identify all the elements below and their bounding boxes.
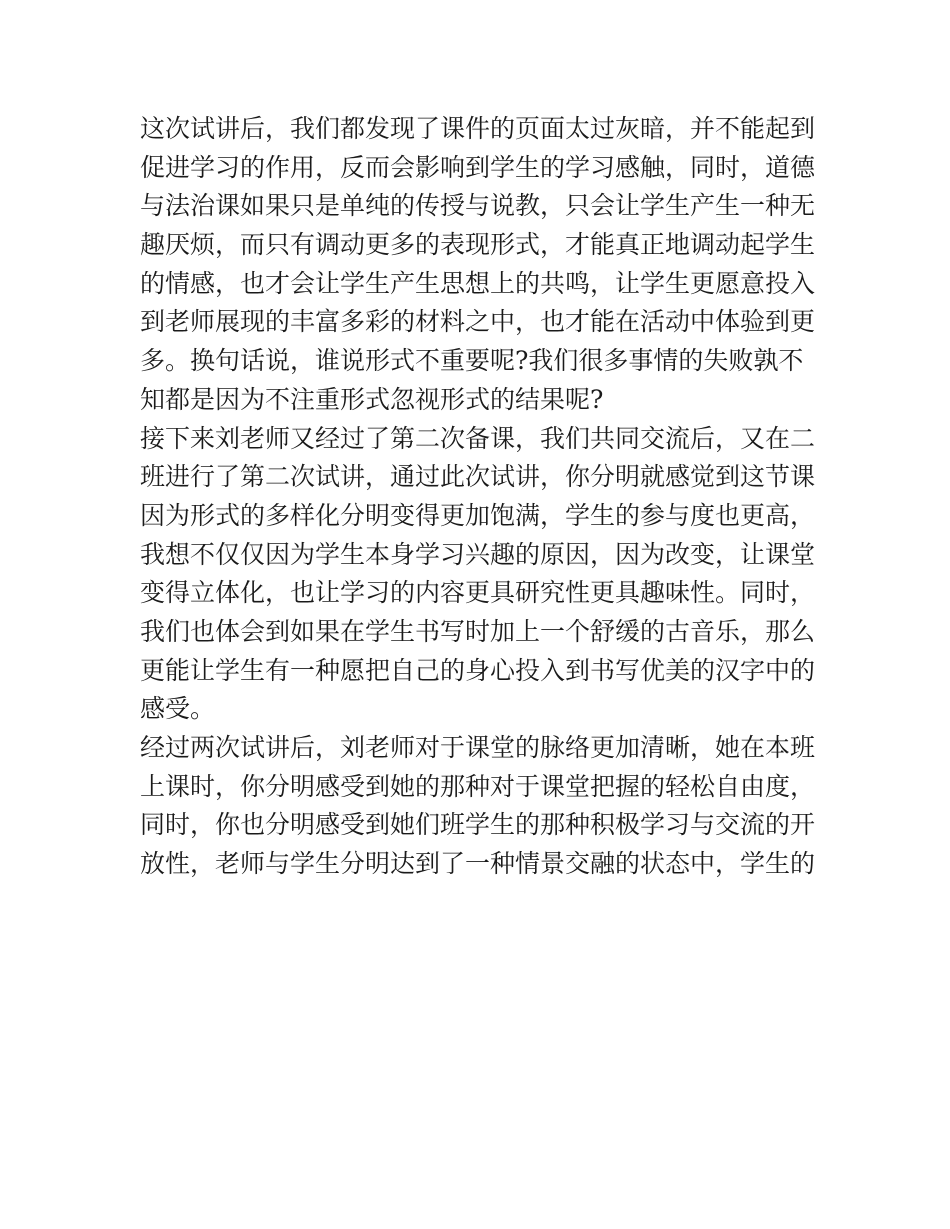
text-line: 同时，你也分明感受到她们班学生的那种积极学习与交流的开: [140, 810, 816, 840]
text-line: 促进学习的作用，反而会影响到学生的学习感触，同时，道德: [140, 152, 816, 182]
text-line: 多。换句话说，谁说形式不重要呢?我们很多事情的失败孰不: [140, 346, 804, 376]
text-line: 放性，老师与学生分明达到了一种情景交融的状态中，学生的: [140, 849, 816, 879]
text-line: 接下来刘老师又经过了第二次备课，我们共同交流后，又在二: [140, 423, 816, 453]
text-line: 变得立体化，也让学习的内容更具研究性更具趣味性。同时，: [140, 578, 816, 608]
text-line: 我想不仅仅因为学生本身学习兴趣的原因，因为改变，让课堂: [140, 539, 816, 569]
text-line: 趣厌烦，而只有调动更多的表现形式，才能真正地调动起学生: [140, 230, 816, 260]
text-line: 更能让学生有一种愿把自己的身心投入到书写优美的汉字中的: [140, 655, 816, 685]
body-text: [140, 110, 820, 884]
text-line: 的情感，也才会让学生产生思想上的共鸣，让学生更愿意投入: [140, 268, 816, 298]
text-line: 知都是因为不注重形式忽视形式的结果呢?: [140, 384, 604, 414]
text-line: 班进行了第二次试讲，通过此次试讲，你分明就感觉到这节课: [140, 462, 816, 492]
text-line: 这次试讲后，我们都发现了课件的页面太过灰暗，并不能起到: [140, 114, 816, 143]
text-line: 与法治课如果只是单纯的传授与说教，只会让学生产生一种无: [140, 191, 816, 221]
text-line: 感受。: [140, 694, 216, 724]
text-line: 上课时，你分明感受到她的那种对于课堂把握的轻松自由度，: [140, 771, 816, 801]
text-line: 因为形式的多样化分明变得更加饱满，学生的参与度也更高，: [140, 500, 816, 530]
text-line: 经过两次试讲后，刘老师对于课堂的脉络更加清晰，她在本班: [140, 733, 816, 762]
text-line: 到老师展现的丰富多彩的材料之中，也才能在活动中体验到更: [140, 307, 816, 337]
text-line: 我们也体会到如果在学生书写时加上一个舒缓的古音乐，那么: [140, 616, 816, 646]
